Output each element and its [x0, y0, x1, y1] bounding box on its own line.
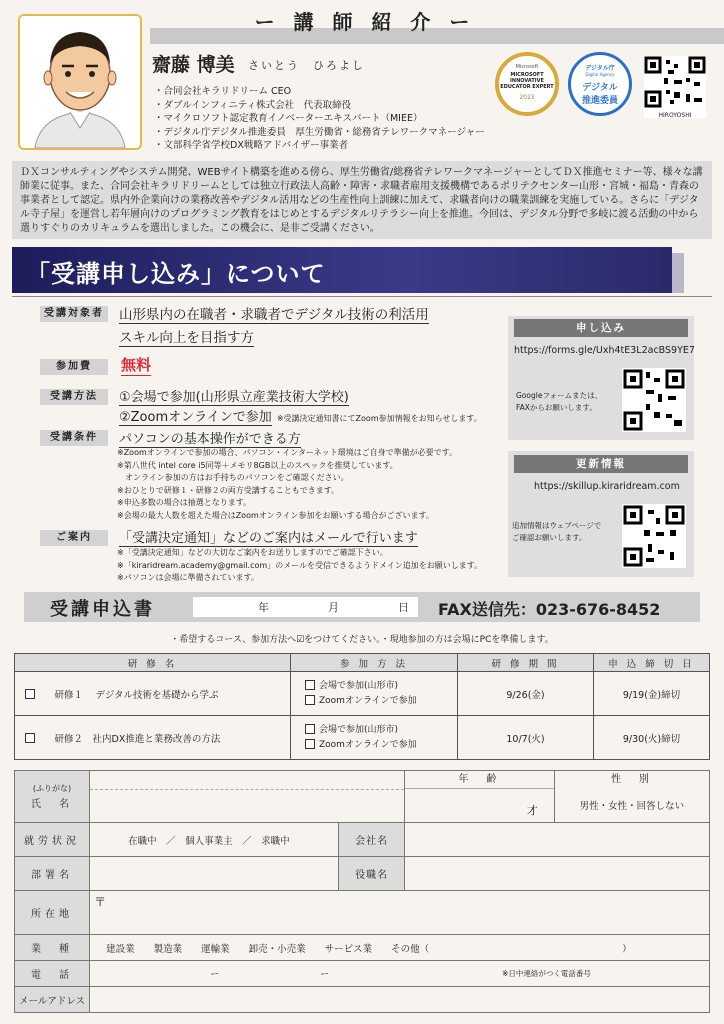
condition-value: パソコンの基本操作ができる方 [119, 428, 301, 448]
course-1-name: 研修１ デジタル技術を基礎から学ぶ [49, 672, 291, 716]
course-2-venue-checkbox[interactable] [305, 724, 315, 734]
target-value: 山形県内の在職者・求職者でデジタル技術の利活用 スキル向上を目指す方 [119, 303, 501, 347]
profile-qr-code [644, 56, 706, 118]
course-1-zoom-checkbox[interactable] [305, 695, 315, 705]
course-1-venue-checkbox[interactable] [305, 680, 315, 690]
name-field[interactable] [90, 771, 405, 823]
update-header: 更新情報 [514, 455, 688, 473]
credentials-list [154, 85, 485, 153]
fee-value: 無料 [121, 356, 152, 374]
credential-item: ・文部科学省学校DX戦略アドバイザー事業者 [154, 140, 349, 151]
age-field[interactable]: 年 齢 才 [405, 771, 555, 823]
fax-number: FAX送信先：023-676-8452 [438, 600, 661, 619]
table-row: 研修２ 社内DX推進と業務改善の方法 会場で参加(山形市) Zoomオンラインで参加 10/7(火) 9/30(火)締切 [15, 716, 710, 760]
condition-notes: ※Zoomオンラインで参加の場合、パソコン・インターネット環境はご自身で準備が必要です。 ※第八世代 intel core i5同等＋メモリ8GB以上のスペックを推奨しています。 オンライン参加の方はお手持ちのパソコンをご確認ください。 ※おひとりで研修１・研修２の両方受講することもできます。 ※申込多数の場合は抽選となります。 ※会場の最大人数を超えた場合はZoomオンライン参加をお願いする場合がございます。 [117, 448, 458, 520]
application-instruction: ・希望するコース、参加方法へ☑をつけてください。・現地参加の方は会場にPCを準備します。 [170, 635, 554, 645]
update-note: 追加情報はウェブページで ご確認お願いします。 [512, 521, 602, 542]
position-field[interactable] [405, 857, 710, 891]
industry-options[interactable]: 建設業 製造業 運輸業 卸売・小売業 サービス業 その他（ ） [90, 935, 710, 961]
gender-field[interactable]: 性 別 男性・女性・回答しない [554, 771, 709, 823]
update-qr-code[interactable] [622, 504, 686, 568]
digital-agency-badge: デジタル庁 Digital Agency デジタル 推進委員 [568, 52, 632, 116]
target-label: 受講対象者 [40, 306, 108, 322]
credential-item: ・マイクロソフト認定教育イノベーターエキスパート（MIEE） [154, 113, 423, 124]
apply-url[interactable]: https://forms.gle/Uxh4tE3L2acBS9YE7 [514, 345, 695, 356]
table-row: 研修１ デジタル技術を基礎から学ぶ 会場で参加(山形市) Zoomオンラインで参加 9/26(金) 9/19(金)締切 [15, 672, 710, 716]
avatar [18, 14, 142, 150]
instructor-kana: さいとう ひろよし [248, 59, 365, 72]
guide-label: ご案内 [40, 530, 108, 546]
apply-note: Googleフォームまたは、 FAXからお願いします。 [516, 391, 603, 412]
course-2-zoom-checkbox[interactable] [305, 739, 315, 749]
credential-item: ・ダブルインフィニティ株式会社 代表取締役 [154, 99, 352, 111]
miee-badge: Microsoft MICROSOFT INNOVATIVE EDUCATOR EXPERT 2023 [495, 52, 559, 116]
section-banner-title: 「受講申し込み」について [26, 260, 326, 288]
update-url[interactable]: https://skillup.kiraridream.com [534, 481, 680, 492]
course-2-deadline: 9/30(火)締切 [594, 716, 710, 760]
method-note: ※受講決定通知書にてZoom参加情報をお知らせします。 [276, 414, 482, 423]
method-option-1: ①会場で参加(山形県立産業技術大学校) [119, 386, 349, 406]
apply-qr-code[interactable] [622, 368, 686, 432]
address-field[interactable]: 〒 [90, 891, 710, 935]
course-1-period: 9/26(金) [458, 672, 594, 716]
course-2-period: 10/7(火) [458, 716, 594, 760]
course-table: 研 修 名 参 加 方 法 研 修 期 間 申 込 締 切 日 研修１ デジタル技術を基礎から学ぶ 会場で参加(山形市) Zoomオンラインで参加 9/26(金) 9/19(金)締切 研修２ 社内DX推進と業務改善の方法 会場で参加(山形市) Zoomオンラインで参加 10/7(火) 9/30(火)締切 [14, 653, 710, 760]
apply-header: 申し込み [514, 319, 688, 337]
employment-options[interactable]: 在職中 ／ 個人事業主 ／ 求職中 [90, 823, 339, 857]
email-field[interactable] [90, 987, 710, 1013]
credential-item: ・合同会社キラリドリーム CEO [154, 86, 292, 97]
method-label: 受講方法 [40, 389, 108, 405]
instructor-name: 齋藤 博美 [152, 54, 235, 76]
course-1-checkbox[interactable] [25, 689, 35, 699]
application-title: 受講申込書 [50, 599, 155, 620]
credential-item: ・デジタル庁デジタル推進委員 厚生労働省・総務省テレワークマネージャー [154, 126, 485, 138]
guide-notes: ※「受講決定通知」などの大切なご案内をお送りしますのでご確認下さい。 ※「kiraridream.academy@gmail.com」のメールを受信できるようドメイン追加をお願いします。 ※パソコンは会場に準備されています。 [117, 548, 483, 582]
department-field[interactable] [90, 857, 339, 891]
page-title: ー 講 師 紹 介 ー [254, 10, 476, 34]
company-field[interactable] [405, 823, 710, 857]
phone-field[interactable]: ー ー ※日中連絡がつく電話番号 [90, 961, 710, 987]
guide-value: 「受講決定通知」などのご案内はメールで行います [119, 527, 418, 547]
fee-label: 参加費 [40, 359, 108, 375]
course-2-checkbox[interactable] [25, 733, 35, 743]
course-1-deadline: 9/19(金)締切 [594, 672, 710, 716]
method-option-2: ②Zoomオンラインで参加 [119, 410, 272, 425]
application-date-field[interactable]: 年 月 日 [193, 597, 418, 617]
qr-caption: HIROYOSHI [658, 112, 692, 119]
applicant-form: (ふりがな) 氏 名 年 齢 才 性 別 男性・女性・回答しない 就労状況 在職中 ／ 個人事業主 ／ 求職中 会社名 部署名 役職名 所在地 〒 業 種 建設業 製造業 運輸業 卸売・小売業 サービス業 その他（ ） 電 話 ー ー ※日中連絡がつく電話番号 メールアドレス [14, 770, 710, 1013]
condition-label: 受講条件 [40, 430, 108, 446]
instructor-bio: ＤＸコンサルティングやシステム開発、WEBサイト構築を進める傍ら、厚生労働省/総務省テレワークマネージャーとしてＤＸ推進セミナー等、様々な講師業に従事。また、合同会社キラリドリームとしては独立行政法人高齢・障害・求職者雇用支援機構であるポリテクセンター山形・宮城・福島・青森の事業者として認定。県内外企業向けの業務改善やデジタル活用などの生産性向上訓練に加えて、求職者向けの職業訓練を実施している。さらに「デジタル寺子屋」を運営し若年層向けのプログラミング教育をはじめとするデジタルリテラシー向上を推進。今回は、デジタル分野で多岐に渡る活動の中から選りすぐりのカリキュラムを選出しました。この機会に、是非ご受講ください。 [12, 161, 712, 239]
course-2-name: 研修２ 社内DX推進と業務改善の方法 [49, 716, 291, 760]
